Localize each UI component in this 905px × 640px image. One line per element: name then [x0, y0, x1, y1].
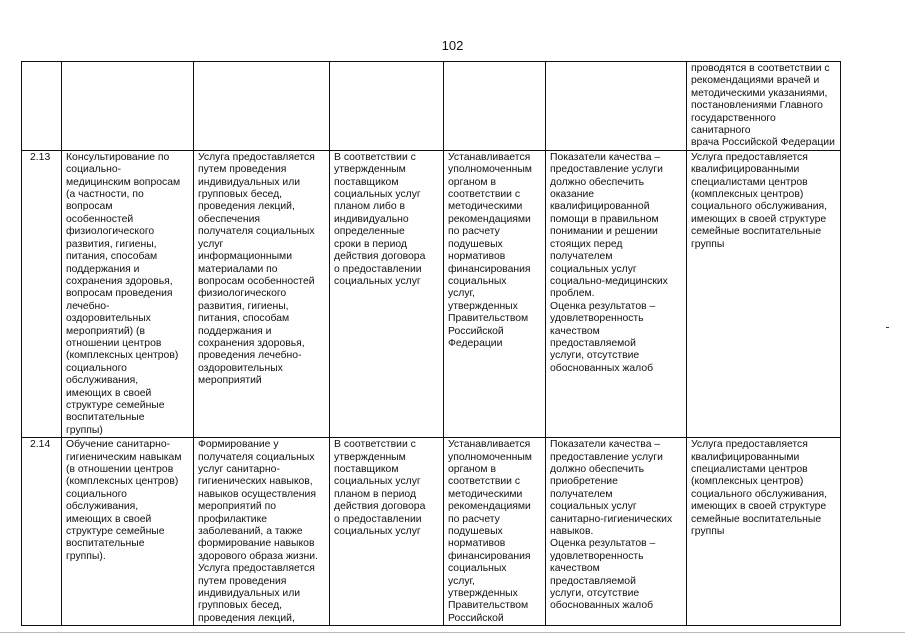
quality-indicators-cell: Показатели качества – предоставление услуги должно обеспечить оказание квалифицированной помощи в правильном понимании и решении стоящих перед получателем социальных услуг социально-медицинских проблем. Оценка результатов – удовлетворенность качеством предоставляемой услуги, отсутствие обоснованных жалоб — [546, 150, 687, 437]
table-row — [22, 62, 841, 151]
scan-mark — [886, 327, 889, 328]
row-number-cell: 2.14 — [22, 438, 62, 626]
service-content-cell — [194, 62, 330, 151]
table-row — [22, 438, 841, 626]
service-name-cell: Консультирование по социально- медицинским вопросам (а частности, по вопросам особенностей физиологического развития, гигиены, питания, способам поддержания и сохранения здоровья, вопросам проведения лечебно- оздоровительных мероприятий) (в отношении центров (комплексных центров) социального обслуживания, имеющих в своей структуре семейные воспитательные группы) — [62, 150, 194, 437]
financing-norm-cell: Устанавливается уполномоченным органом в соответствии с методическими рекомендациями по расчету подушевых нормативов финансирования социальных услуг, утвержденных Правительством Российской Федерации — [444, 150, 546, 437]
quality-indicators-cell — [546, 62, 687, 151]
financing-norm-cell — [444, 62, 546, 151]
service-content-cell: Услуга предоставляется путем проведения индивидуальных или групповых бесед, проведения лекций, обеспечения получателя социальных услуг информационными материалами по вопросам особенностей физиологического развития, гигиены, питания, способам поддержания и сохранения здоровья, проведения лечебно- оздоровительных мероприятий — [194, 150, 330, 437]
service-conditions-cell: проводятся в соответствии с рекомендациями врачей и методическими указаниями, постановлениями Главного государственного санитарного врача Российской Федерации — [687, 62, 841, 151]
table-row — [22, 150, 841, 437]
service-conditions-cell: Услуга предоставляется квалифицированными специалистами центров (комплексных центров) социального обслуживания, имеющих в своей структуре семейные воспитательные группы — [687, 438, 841, 626]
row-number-cell — [22, 62, 62, 151]
row-number-cell: 2.13 — [22, 150, 62, 437]
service-term-cell: В соответствии с утвержденным поставщиком социальных услуг планом в период действия договора о предоставлении социальных услуг — [330, 438, 444, 626]
financing-norm-cell: Устанавливается уполномоченным органом в соответствии с методическими рекомендациями по расчету подушевых нормативов финансирования социальных услуг, утвержденных Правительством Российской — [444, 438, 546, 626]
service-conditions-cell: Услуга предоставляется квалифицированными специалистами центров (комплексных центров) социального обслуживания, имеющих в своей структуре семейные воспитательные группы — [687, 150, 841, 437]
services-table — [21, 61, 841, 626]
page-number: 102 — [441, 38, 464, 53]
service-term-cell: В соответствии с утвержденным поставщиком социальных услуг планом либо в индивидуально определенные сроки в период действия договора о предоставлении социальных услуг — [330, 150, 444, 437]
service-term-cell — [330, 62, 444, 151]
quality-indicators-cell: Показатели качества – предоставление услуги должно обеспечить приобретение получателем социальных услуг санитарно-гигиенических навыков. Оценка результатов – удовлетворенность качеством предоставляемой услуги, отсутствие обоснованных жалоб — [546, 438, 687, 626]
page-bottom-rule — [0, 632, 905, 633]
service-name-cell: Обучение санитарно- гигиеническим навыкам (в отношении центров (комплексных центров) социального обслуживания, имеющих в своей структуре семейные воспитательные группы). — [62, 438, 194, 626]
service-content-cell: Формирование у получателя социальных услуг санитарно- гигиенических навыков, навыков осуществления мероприятий по профилактике заболеваний, а также формирование навыков здорового образа жизни. Услуга предоставляется путем проведения индивидуальных или групповых бесед, проведения лекций, — [194, 438, 330, 626]
service-name-cell — [62, 62, 194, 151]
